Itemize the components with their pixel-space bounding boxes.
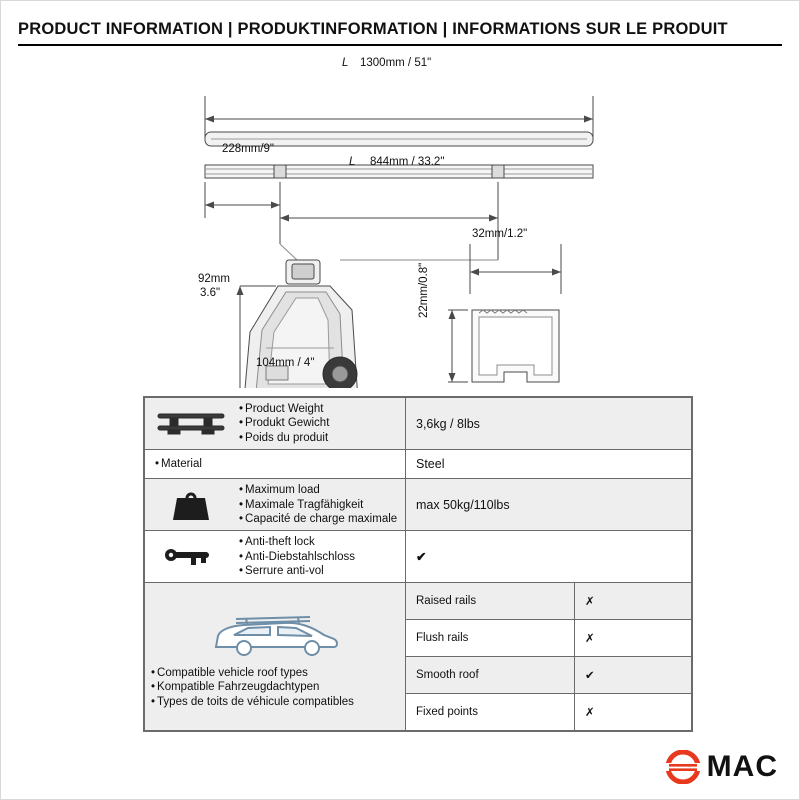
table-row [145,479,692,531]
compat-row-mark: ✗ [575,694,692,731]
brand-name: MAC [706,750,778,783]
compat-row-fixed-points [406,694,691,731]
dim-offset-left: 228mm/9" [222,143,275,155]
spec-label-en: • Maximum load [239,483,397,497]
dim-profile-height: 22mm/0.8" [418,262,430,318]
spec-label-cell-material [145,450,406,479]
table-row [145,450,692,479]
dim-length-inner: 844mm / 33.2" [370,156,445,168]
spec-label-en: • Product Weight [239,402,329,416]
compat-row-mark: ✗ [575,583,692,620]
dim-length-top: 1300mm / 51" [360,57,432,69]
compat-labels [151,666,354,709]
compat-row-mark: ✗ [575,620,692,657]
spec-labels-weight [239,402,329,445]
compat-label-fr: • Types de toits de véhicule compatibles [151,695,354,709]
header [18,12,782,46]
spec-label-fr: • Poids du produit [239,431,329,445]
weight-icon [151,486,231,524]
dim-length-symbol-inner: L [349,156,356,168]
compat-row-label: Smooth roof [406,657,575,694]
spec-labels-maxload [239,483,397,526]
spec-label-en: • Anti-theft lock [239,535,355,549]
dim-length-symbol-top: L [342,57,349,69]
spec-label-material: • Material [155,458,202,470]
spec-label-de: • Produkt Gewicht [239,416,329,430]
spec-value-maxload: max 50kg/110lbs [406,479,692,531]
spec-value-material: Steel [406,450,692,479]
spec-value-lock: ✔ [406,531,692,583]
compat-label-en: • Compatible vehicle roof types [151,666,354,680]
table-row [145,531,692,583]
technical-drawing [0,48,800,388]
brand-logo [666,750,778,784]
spec-label-de: • Anti-Diebstahlschloss [239,550,355,564]
compat-row-label: Raised rails [406,583,575,620]
header-divider [18,44,782,46]
dim-profile-width: 32mm/1.2" [472,228,528,240]
dim-foot-height-mm: 92mm [198,273,230,285]
compat-row-smooth-roof [406,657,691,694]
spec-table [143,396,693,732]
spec-label-cell-weight [145,398,406,450]
compat-label-cell [145,583,406,731]
roof-bars-icon [151,407,231,441]
car-with-rails-icon [200,605,350,664]
drawing-svg [0,48,800,388]
spec-label-cell-maxload [145,479,406,531]
page-title: PRODUCT INFORMATION | PRODUKTINFORMATION | INFORMATIONS SUR LE PRODUIT [18,19,728,38]
compat-row-label: Flush rails [406,620,575,657]
table-row [145,398,692,450]
compat-row-raised-rails [406,583,691,620]
omac-o-icon [666,750,700,784]
spec-label-fr: • Capacité de charge maximale [239,512,397,526]
spec-label-de: • Maximale Tragfähigkeit [239,498,397,512]
compat-row-mark: ✔ [575,657,692,694]
spec-labels-lock [239,535,355,578]
table-row [145,583,692,731]
compat-value-cell [406,583,692,731]
lock-key-icon [151,543,231,571]
compat-row-flush-rails [406,620,691,657]
compat-row-label: Fixed points [406,694,575,731]
spec-label-cell-lock [145,531,406,583]
spec-value-weight: 3,6kg / 8lbs [406,398,692,450]
compat-label-de: • Kompatible Fahrzeugdachtypen [151,680,354,694]
dim-foot-height-in: 3.6" [200,287,221,299]
dim-foot-width: 104mm / 4" [256,357,315,369]
spec-label-fr: • Serrure anti-vol [239,564,355,578]
